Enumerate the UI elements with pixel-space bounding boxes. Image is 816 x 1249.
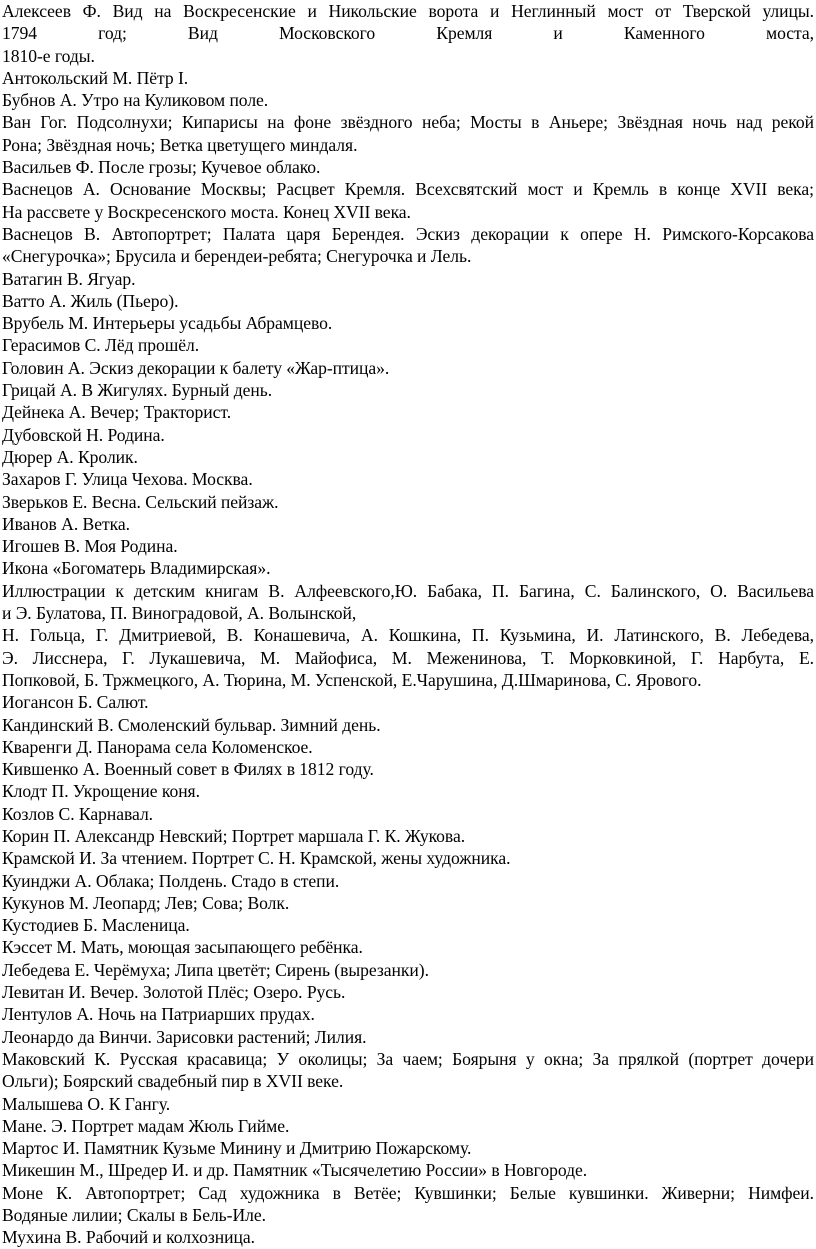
list-item [2,736,814,758]
list-item [2,111,814,156]
text-line: Клодт П. Укрощение коня. [2,781,200,802]
list-item [2,468,814,490]
text-line: Левитан И. Вечер. Золотой Плёс; Озеро. Русь. [2,982,346,1003]
list-item [2,803,814,825]
text-line: Лебедева Е. Черёмуха; Липа цветёт; Сирень (вырезанки). [2,959,429,980]
text-line: Головин А. Эскиз декорации к балету «Жар-птица». [2,357,390,378]
text-line: Лентулов А. Ночь на Патриарших прудах. [2,1004,315,1025]
text-line: Мухина В. Рабочий и колхозница. [2,1227,255,1248]
text-line: Захаров Г. Улица Чехова. Москва. [2,469,253,490]
list-item [2,1003,814,1025]
text-line: Кукунов М. Леопард; Лев; Сова; Волк. [2,892,290,913]
text-line: Мартос И. Памятник Кузьме Минину и Дмитрию Пожарскому. [2,1138,472,1159]
list-item [2,870,814,892]
text-line: Водяные лилии; Скалы в Бель-Иле. [2,1205,266,1226]
text-line: и Э. Булатова, П. Виноградовой, А. Волынской, [2,603,357,624]
text-line: Васильев Ф. После грозы; Кучевое облако. [2,157,321,178]
list-item [2,379,814,401]
text-line: На рассвете у Воскресенского моста. Конец XVII века. [2,201,411,222]
text-line: Ольги); Боярский свадебный пир в XVII веке. [2,1071,344,1092]
text-line: Кваренги Д. Панорама села Коломенское. [2,736,313,757]
list-item [2,401,814,423]
list-item [2,535,814,557]
list-item [2,758,814,780]
text-line: Ватто А. Жиль (Пьеро). [2,290,179,311]
text-line: Грицай А. В Жигулях. Бурный день. [2,380,273,401]
text-line: Козлов С. Карнавал. [2,803,154,824]
list-item [2,89,814,111]
text-line: Ватагин В. Ягуар. [2,268,136,289]
text-line: Моне К. Автопортрет; Сад художника в Ветёе; Кувшинки; Белые кувшинки. Живерни; Нимфеи. [2,1182,814,1203]
list-item [2,223,814,268]
text-line: Э. Лисснера, Г. Лукашевича, М. Майофиса, М. Меженинова, Т. Морковкиной, Г. Нарбута, Е. [2,647,814,668]
text-line: Врубель М. Интерьеры усадьбы Абрамцево. [2,313,333,334]
text-line: Куинджи А. Облака; Полдень. Стадо в степи. [2,870,340,891]
list-item [2,1115,814,1137]
text-line: Мане. Э. Портрет мадам Жюль Гийме. [2,1115,290,1136]
list-item [2,1182,814,1227]
text-line: Дюрер А. Кролик. [2,446,138,467]
list-item [2,1026,814,1048]
text-line: Корин П. Александр Невский; Портрет маршала Г. К. Жукова. [2,825,466,846]
list-item [2,557,814,579]
list-item [2,691,814,713]
list-item [2,67,814,89]
text-line: Иванов А. Ветка. [2,513,130,534]
text-line: Васнецов А. Основание Москвы; Расцвет Кремля. Всехсвятский мост и Кремль в конце XVII века; [2,179,814,200]
list-item [2,156,814,178]
list-item [2,825,814,847]
text-line: 1810-е годы. [2,45,95,66]
text-line: Кэссет М. Мать, моющая засыпающего ребёнка. [2,937,363,958]
text-line: Игошев В. Моя Родина. [2,536,178,557]
list-item [2,847,814,869]
list-item [2,178,814,223]
list-item [2,312,814,334]
text-line: Алексеев Ф. Вид на Воскресенские и Никольские ворота и Неглинный мост от Тверской улицы. [2,1,814,21]
text-line: Герасимов С. Лёд прошёл. [2,335,200,356]
list-item [2,714,814,736]
list-item [2,959,814,981]
text-line: Икона «Богоматерь Владимирская». [2,558,271,579]
list-item [2,624,814,691]
list-item [2,268,814,290]
text-line: Бубнов А. Утро на Куликовом поле. [2,90,269,111]
text-line: Кандинский В. Смоленский бульвар. Зимний день. [2,714,381,735]
text-line: Н. Гольца, Г. Дмитриевой, В. Конашевича, А. Кошкина, П. Кузьмина, И. Латинского, В. Лебедева, [2,625,814,646]
list-item [2,1048,814,1093]
list-item [2,1159,814,1181]
text-line: Попковой, Б. Тржмецкого, А. Тюрина, М. Успенской, Е.Чарушина, Д.Шмаринова, С. Ярового. [2,669,702,690]
text-line: Кившенко А. Военный совет в Филях в 1812 году. [2,759,374,780]
list-item [2,1093,814,1115]
list-item [2,424,814,446]
list-item [2,0,814,67]
list-item [2,580,814,625]
list-item [2,914,814,936]
text-line: Иогансон Б. Салют. [2,692,149,713]
text-line: Дейнека А. Вечер; Тракторист. [2,402,232,423]
list-item [2,780,814,802]
text-line: Малышева О. К Гангу. [2,1093,171,1114]
text-line: 1794 год; Вид Московского Кремля и Каменного моста, [2,23,814,44]
list-item [2,936,814,958]
text-line: Леонардо да Винчи. Зарисовки растений; Лилия. [2,1026,367,1047]
text-line: Микешин М., Шредер И. и др. Памятник «Тысячелетию России» в Новгороде. [2,1160,588,1181]
text-line: Крамской И. За чтением. Портрет С. Н. Крамской, жены художника. [2,848,511,869]
list-item [2,513,814,535]
list-item [2,290,814,312]
text-line: Иллюстрации к детским книгам В. Алфеевского,Ю. Бабака, П. Багина, С. Балинского, О. Васильева [2,580,814,601]
list-item [2,491,814,513]
text-line: Ван Гог. Подсолнухи; Кипарисы на фоне звёздного неба; Мосты в Аньере; Звёздная ночь над рекой [2,112,814,133]
list-item [2,1226,814,1248]
list-item [2,446,814,468]
list-item [2,334,814,356]
list-item [2,1137,814,1159]
list-item [2,892,814,914]
text-line: Рона; Звёздная ночь; Ветка цветущего миндаля. [2,134,358,155]
text-line: Зверьков Е. Весна. Сельский пейзаж. [2,491,279,512]
list-item [2,357,814,379]
text-line: Дубовской Н. Родина. [2,424,165,445]
list-item [2,981,814,1003]
text-line: Антокольский М. Пётр I. [2,67,189,88]
text-line: «Снегурочка»; Брусила и берендеи-ребята; Снегурочка и Лель. [2,246,472,267]
text-line: Маковский К. Русская красавица; У околицы; За чаем; Боярыня у окна; За прялкой (портрет дочери [2,1048,814,1069]
text-line: Васнецов В. Автопортрет; Палата царя Берендея. Эскиз декорации к опере Н. Римского-Корсакова [2,223,814,244]
text-line: Кустодиев Б. Масленица. [2,915,190,936]
